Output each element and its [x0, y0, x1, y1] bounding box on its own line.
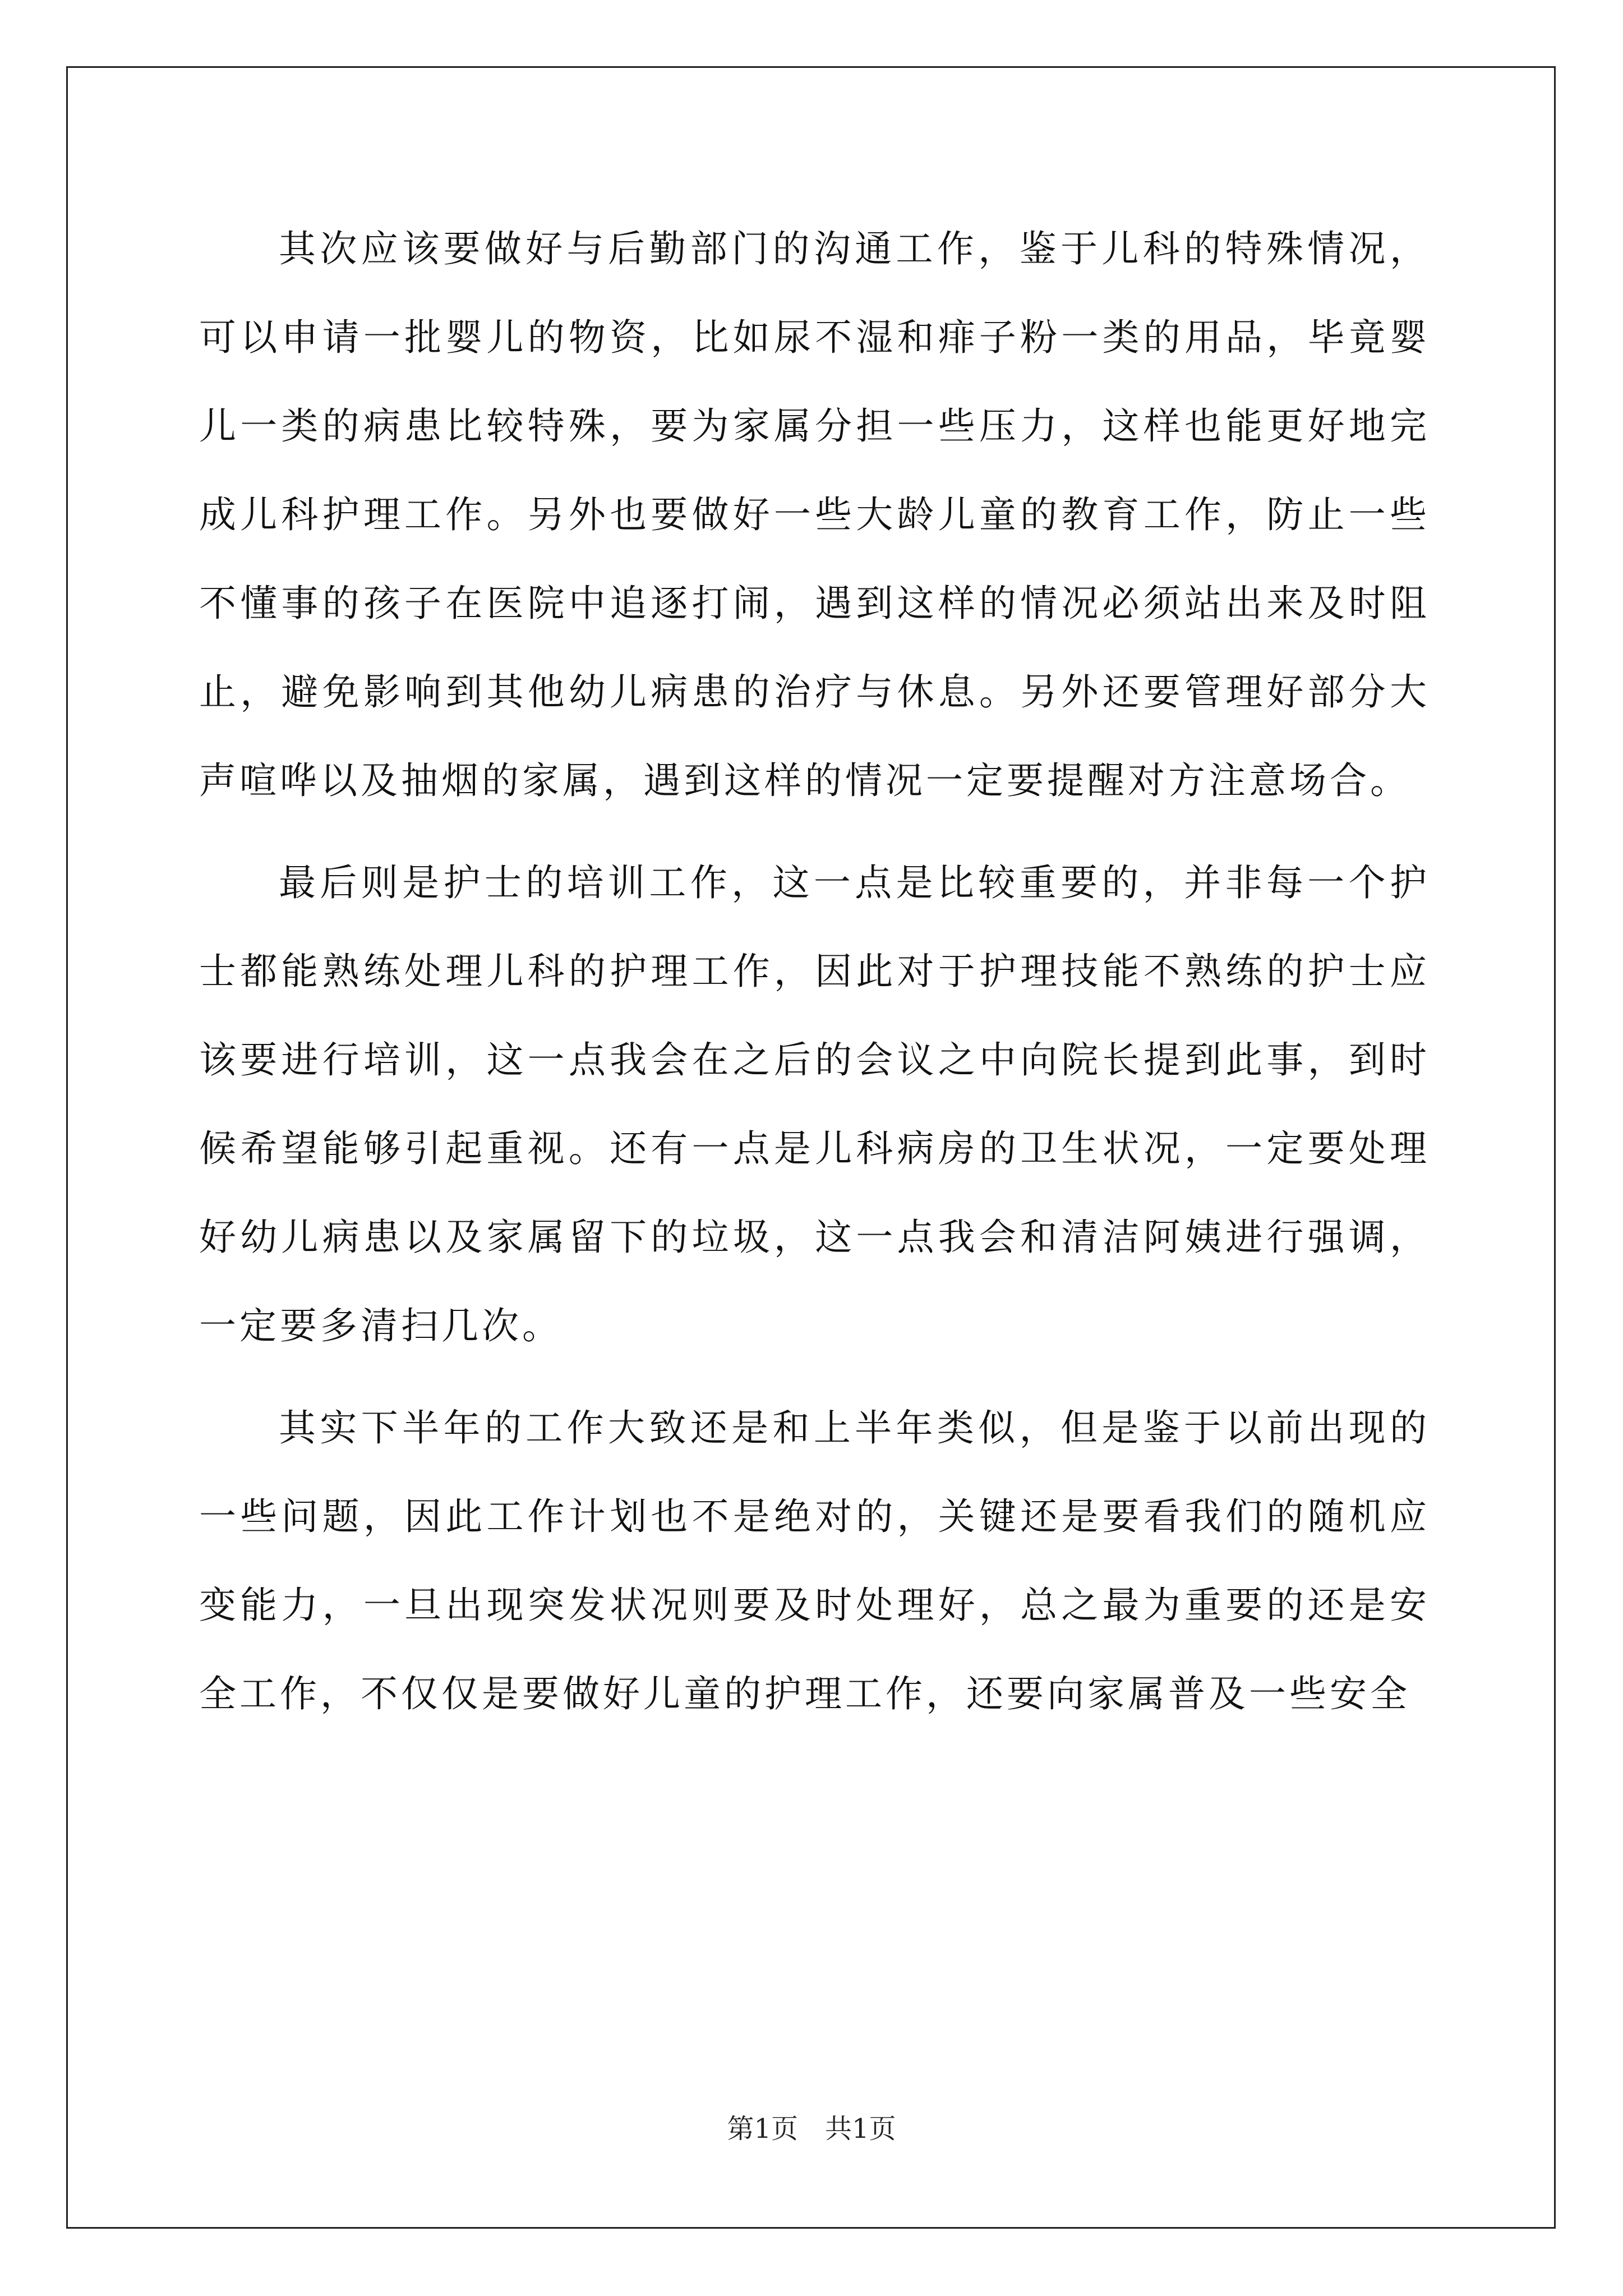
page-number-total: 共1页 [825, 2113, 896, 2145]
paragraph-3: 其实下半年的工作大致还是和上半年类似，但是鉴于以前出现的一些问题，因此工作计划也不是绝对的，关键还是要看我们的随机应变能力，一旦出现突发状况则要及时处理好，总之最为重要的还是安全工作，不仅仅是要做好儿童的护理工作，还要向家属普及一些安全 [199, 1406, 1430, 1715]
paragraph-1: 其次应该要做好与后勤部门的沟通工作，鉴于儿科的特殊情况，可以申请一批婴儿的物资，比如尿不湿和痱子粉一类的用品，毕竟婴儿一类的病患比较特殊，要为家属分担一些压力，这样也能更好地完成儿科护理工作。另外也要做好一些大龄儿童的教育工作，防止一些不懂事的孩子在医院中追逐打闹，遇到这样的情况必须站出来及时阻止，避免影响到其他幼儿病患的治疗与休息。另外还要管理好部分大声喧哗以及抽烟的家属，遇到这样的情况一定要提醒对方注意场合。 [199, 227, 1430, 802]
page-footer [0, 2112, 1623, 2146]
document-body [199, 205, 1430, 1752]
paragraph-2: 最后则是护士的培训工作，这一点是比较重要的，并非每一个护士都能熟练处理儿科的护理工作，因此对于护理技能不熟练的护士应该要进行培训，这一点我会在之后的会议之中向院长提到此事，到时候希望能够引起重视。还有一点是儿科病房的卫生状况，一定要处理好幼儿病患以及家属留下的垃圾，这一点我会和清洁阿姨进行强调，一定要多清扫几次。 [199, 861, 1430, 1347]
page-number-current: 第1页 [727, 2113, 798, 2145]
